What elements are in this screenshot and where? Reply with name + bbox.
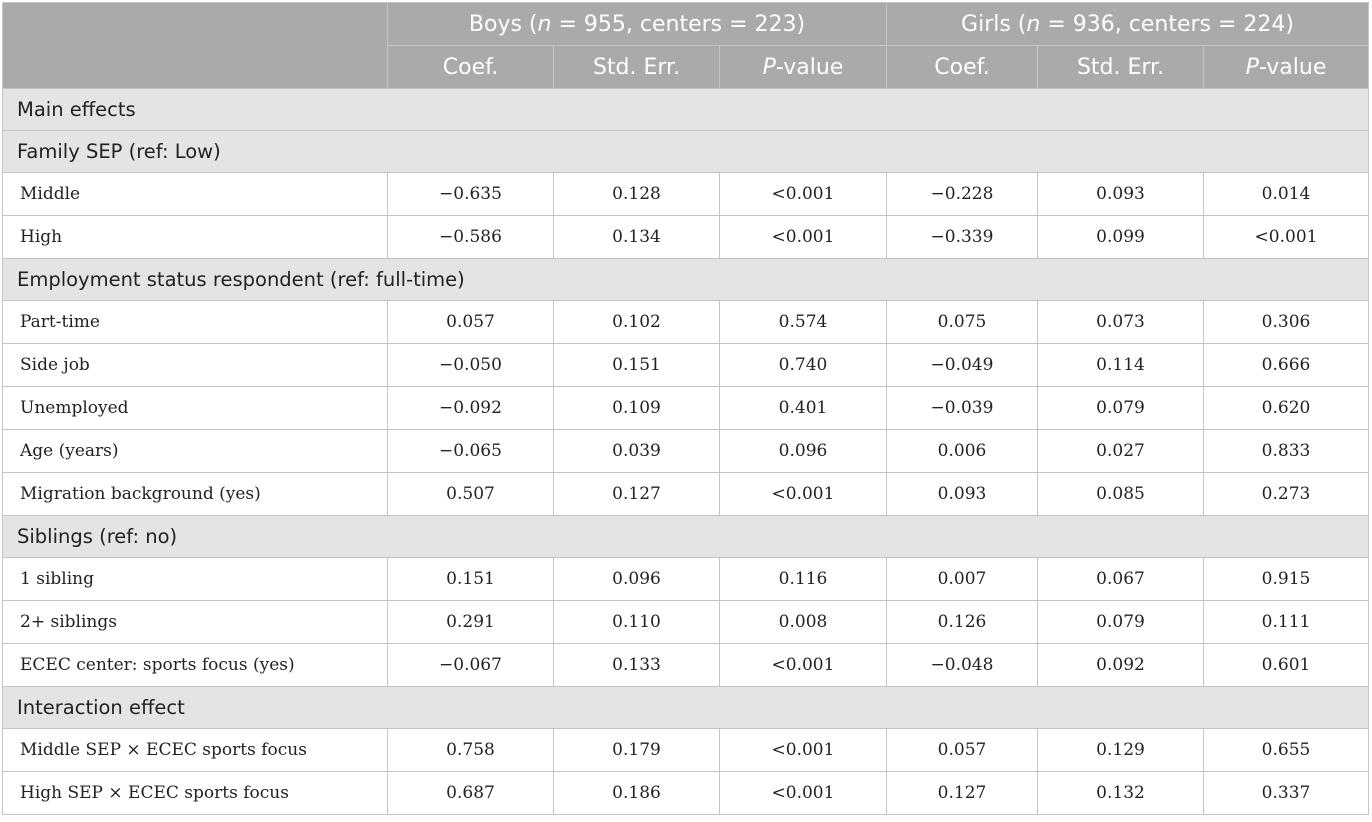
table-body: [3, 89, 1369, 815]
cell-girls-coef: −0.048: [887, 644, 1038, 687]
row-label: 2+ siblings: [3, 601, 388, 644]
cell-girls-coef: 0.127: [887, 772, 1038, 815]
table-row: [3, 344, 1369, 387]
cell-girls-p: 0.833: [1204, 430, 1369, 473]
cell-boys-coef: −0.067: [388, 644, 554, 687]
cell-boys-se: 0.151: [554, 344, 720, 387]
cell-girls-coef: 0.006: [887, 430, 1038, 473]
cell-girls-coef: 0.057: [887, 729, 1038, 772]
cell-boys-p: 0.008: [720, 601, 887, 644]
cell-girls-p: 0.655: [1204, 729, 1369, 772]
table-row: [3, 173, 1369, 216]
section-row: [3, 687, 1369, 729]
table-row: [3, 729, 1369, 772]
header-blank-cell: [3, 3, 388, 89]
cell-girls-se: 0.027: [1038, 430, 1204, 473]
cell-girls-se: 0.079: [1038, 601, 1204, 644]
cell-girls-coef: 0.007: [887, 558, 1038, 601]
row-label: Unemployed: [3, 387, 388, 430]
table-row: [3, 473, 1369, 516]
cell-girls-coef: −0.039: [887, 387, 1038, 430]
cell-boys-p: <0.001: [720, 473, 887, 516]
cell-boys-coef: −0.586: [388, 216, 554, 259]
table-row: [3, 772, 1369, 815]
row-label: Middle: [3, 173, 388, 216]
cell-girls-se: 0.132: [1038, 772, 1204, 815]
section-label: Family SEP (ref: Low): [3, 131, 1369, 173]
row-label: Middle SEP × ECEC sports focus: [3, 729, 388, 772]
cell-boys-p: 0.574: [720, 301, 887, 344]
table-row: [3, 644, 1369, 687]
cell-boys-coef: 0.151: [388, 558, 554, 601]
cell-boys-coef: 0.687: [388, 772, 554, 815]
section-row: [3, 131, 1369, 173]
row-label: Side job: [3, 344, 388, 387]
cell-boys-coef: −0.050: [388, 344, 554, 387]
col-header-boys-p: P-value: [720, 46, 887, 89]
cell-girls-se: 0.079: [1038, 387, 1204, 430]
cell-girls-p: 0.014: [1204, 173, 1369, 216]
cell-boys-p: <0.001: [720, 173, 887, 216]
cell-boys-se: 0.039: [554, 430, 720, 473]
cell-girls-se: 0.099: [1038, 216, 1204, 259]
cell-boys-p: <0.001: [720, 644, 887, 687]
row-label: 1 sibling: [3, 558, 388, 601]
cell-girls-p: 0.273: [1204, 473, 1369, 516]
section-label: Employment status respondent (ref: full-time): [3, 259, 1369, 301]
table-header: [3, 3, 1369, 89]
cell-boys-se: 0.179: [554, 729, 720, 772]
cell-girls-p: 0.111: [1204, 601, 1369, 644]
cell-boys-coef: 0.291: [388, 601, 554, 644]
group-header-row: [3, 3, 1369, 46]
cell-girls-p: 0.915: [1204, 558, 1369, 601]
cell-girls-p: 0.666: [1204, 344, 1369, 387]
table-row: [3, 558, 1369, 601]
cell-boys-se: 0.128: [554, 173, 720, 216]
cell-boys-p: 0.740: [720, 344, 887, 387]
row-label: ECEC center: sports focus (yes): [3, 644, 388, 687]
cell-boys-coef: 0.057: [388, 301, 554, 344]
group-header-boys: Boys (n = 955, centers = 223): [388, 3, 887, 46]
row-label: High SEP × ECEC sports focus: [3, 772, 388, 815]
col-header-girls-se: Std. Err.: [1038, 46, 1204, 89]
cell-boys-coef: 0.507: [388, 473, 554, 516]
cell-girls-coef: 0.126: [887, 601, 1038, 644]
cell-girls-coef: −0.049: [887, 344, 1038, 387]
table-row: [3, 430, 1369, 473]
cell-girls-coef: 0.093: [887, 473, 1038, 516]
section-label: Main effects: [3, 89, 1369, 131]
cell-boys-p: 0.096: [720, 430, 887, 473]
cell-girls-coef: 0.075: [887, 301, 1038, 344]
row-label: Age (years): [3, 430, 388, 473]
cell-boys-p: 0.401: [720, 387, 887, 430]
cell-girls-se: 0.092: [1038, 644, 1204, 687]
cell-boys-se: 0.127: [554, 473, 720, 516]
cell-boys-se: 0.110: [554, 601, 720, 644]
section-label: Siblings (ref: no): [3, 516, 1369, 558]
row-label: High: [3, 216, 388, 259]
cell-girls-p: 0.620: [1204, 387, 1369, 430]
cell-boys-se: 0.186: [554, 772, 720, 815]
cell-boys-p: <0.001: [720, 772, 887, 815]
section-row: [3, 89, 1369, 131]
col-header-boys-se: Std. Err.: [554, 46, 720, 89]
section-row: [3, 259, 1369, 301]
cell-girls-se: 0.093: [1038, 173, 1204, 216]
cell-boys-se: 0.096: [554, 558, 720, 601]
section-row: [3, 516, 1369, 558]
cell-girls-se: 0.067: [1038, 558, 1204, 601]
cell-girls-coef: −0.339: [887, 216, 1038, 259]
cell-girls-coef: −0.228: [887, 173, 1038, 216]
cell-boys-p: <0.001: [720, 216, 887, 259]
cell-boys-se: 0.134: [554, 216, 720, 259]
col-header-boys-coef: Coef.: [388, 46, 554, 89]
cell-boys-p: <0.001: [720, 729, 887, 772]
cell-boys-se: 0.133: [554, 644, 720, 687]
cell-boys-coef: −0.635: [388, 173, 554, 216]
table-row: [3, 216, 1369, 259]
cell-girls-se: 0.073: [1038, 301, 1204, 344]
cell-girls-se: 0.129: [1038, 729, 1204, 772]
section-label: Interaction effect: [3, 687, 1369, 729]
cell-boys-coef: 0.758: [388, 729, 554, 772]
row-label: Part-time: [3, 301, 388, 344]
table-row: [3, 301, 1369, 344]
cell-boys-se: 0.109: [554, 387, 720, 430]
cell-boys-coef: −0.092: [388, 387, 554, 430]
cell-girls-se: 0.114: [1038, 344, 1204, 387]
cell-girls-se: 0.085: [1038, 473, 1204, 516]
cell-girls-p: <0.001: [1204, 216, 1369, 259]
table-row: [3, 387, 1369, 430]
cell-girls-p: 0.601: [1204, 644, 1369, 687]
cell-boys-p: 0.116: [720, 558, 887, 601]
cell-girls-p: 0.337: [1204, 772, 1369, 815]
row-label: Migration background (yes): [3, 473, 388, 516]
group-header-girls: Girls (n = 936, centers = 224): [887, 3, 1369, 46]
table-row: [3, 601, 1369, 644]
col-header-girls-coef: Coef.: [887, 46, 1038, 89]
cell-boys-coef: −0.065: [388, 430, 554, 473]
regression-table: [2, 2, 1369, 815]
cell-girls-p: 0.306: [1204, 301, 1369, 344]
col-header-girls-p: P-value: [1204, 46, 1369, 89]
cell-boys-se: 0.102: [554, 301, 720, 344]
